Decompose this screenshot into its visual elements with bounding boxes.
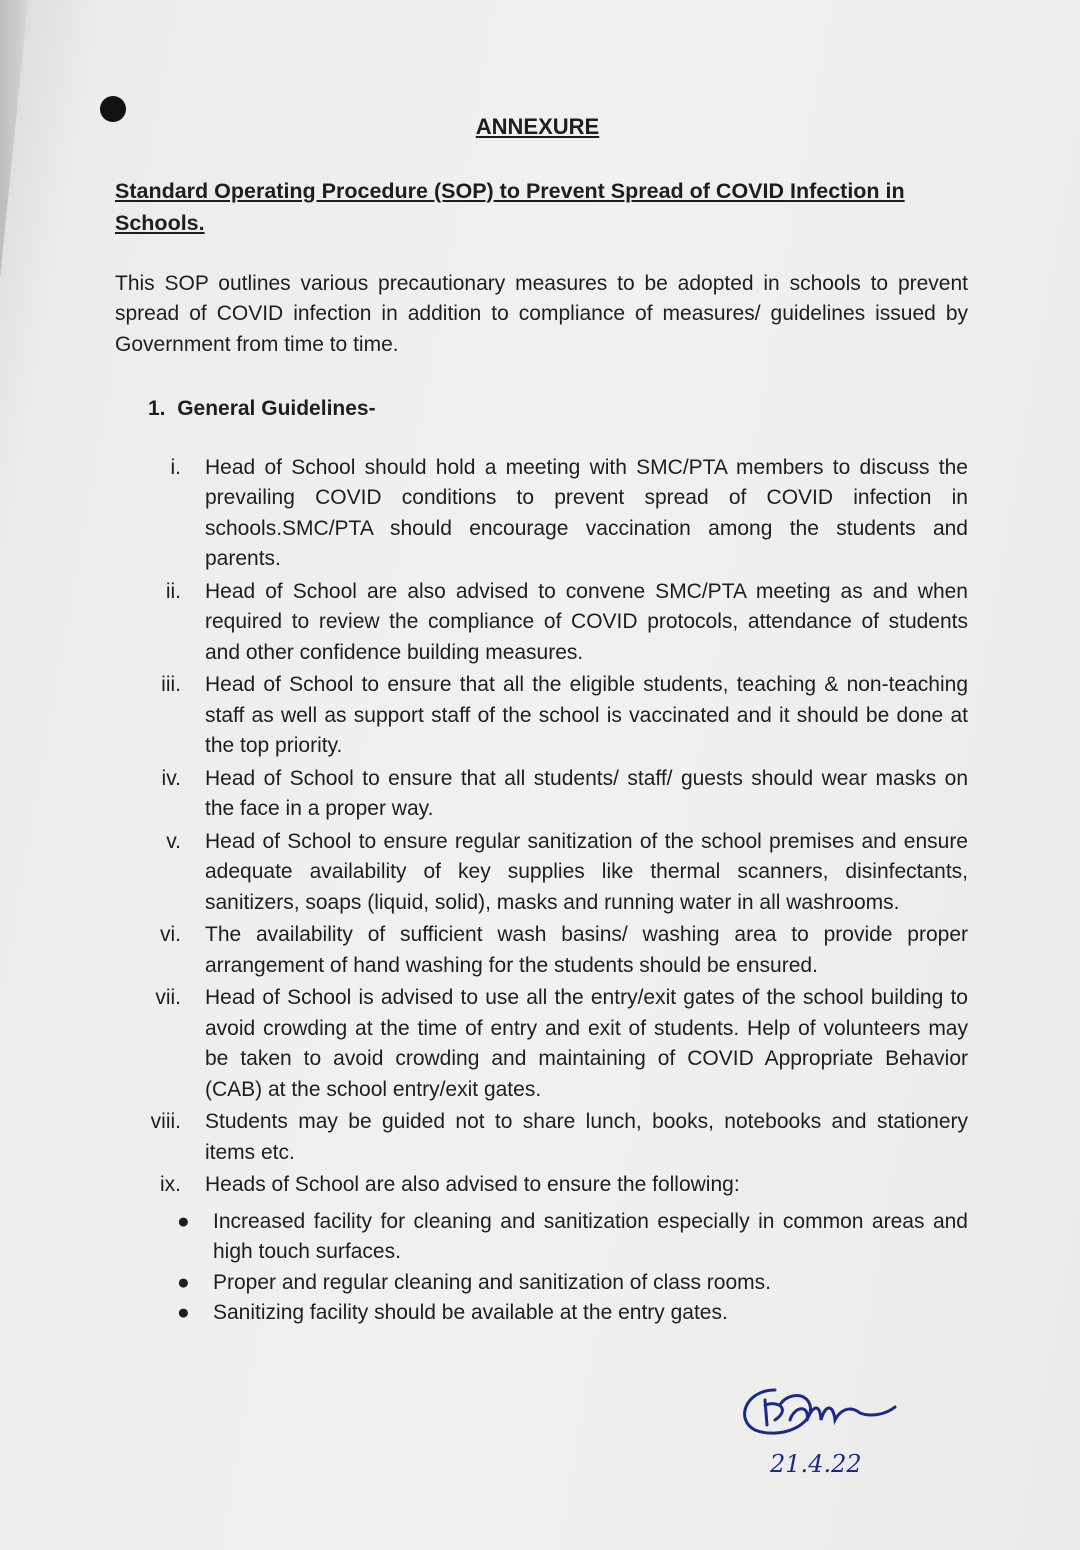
item-number: vi. — [160, 923, 181, 946]
item-text: Head of School is advised to use all the entry/exit gates of the school building to avoid crowding at the time of entry and exit of students. Help of volunteers may be taken to avoid crowding and maintaining of COVID Appropriate Behavior (CAB) at the school entry/exit gates. — [205, 986, 968, 1101]
item-text: Students may be guided not to share lunch, books, notebooks and stationery items etc. — [205, 1110, 968, 1164]
item-number: iii. — [161, 673, 181, 696]
bullet-item — [177, 1298, 968, 1329]
item-number: v. — [166, 829, 181, 853]
guideline-item — [115, 827, 968, 919]
bullet-text: Proper and regular cleaning and sanitization of class rooms. — [213, 1270, 771, 1294]
page-edge-shadow — [0, 0, 40, 1550]
item-text: Head of School to ensure regular sanitization of the school premises and ensure adequate availability of key supplies like thermal scanners, disinfectants, sanitizers, soaps (liquid, solid), masks and running water in all washrooms. — [205, 829, 968, 914]
intro-paragraph: This SOP outlines various precautionary measures to be adopted in schools to prevent spread of COVID infection in addition to compliance of measures/ guidelines issued by Government from time to time. — [115, 271, 968, 356]
section-title: General Guidelines- — [177, 397, 376, 420]
item-number: ii. — [165, 579, 181, 603]
section-number: 1. — [148, 397, 166, 420]
item-number: ix. — [160, 1173, 181, 1196]
item-text: Head of School are also advised to convene SMC/PTA meeting as and when required to review the compliance of COVID protocols, attendance of students and other confidence building measures. — [205, 579, 968, 664]
guideline-item — [115, 764, 968, 825]
bullet-icon: ● — [177, 1301, 190, 1324]
item-number: vii. — [155, 986, 181, 1009]
item-number: iv. — [161, 766, 181, 790]
item-text: The availability of sufficient wash basins/ washing area to provide proper arrangement of hand washing for the students should be ensured. — [205, 923, 968, 977]
bullet-text: Sanitizing facility should be available at the entry gates. — [213, 1301, 728, 1324]
item-number: i. — [170, 455, 181, 479]
item-text: Heads of School are also advised to ensure the following: — [205, 1173, 740, 1196]
sub-bullet-list — [177, 1207, 968, 1329]
annexure-heading: ANNEXURE — [475, 114, 600, 139]
guideline-item — [115, 1170, 968, 1329]
bullet-text: Increased facility for cleaning and sanitization especially in common areas and high touch surfaces. — [213, 1209, 968, 1263]
bullet-item — [177, 1268, 968, 1299]
guideline-item — [115, 920, 968, 981]
item-text: Head of School to ensure that all students/ staff/ guests should wear masks on the face in a proper way. — [205, 766, 968, 820]
item-number: viii. — [150, 1110, 181, 1133]
guideline-item — [115, 577, 968, 669]
bullet-icon: ● — [177, 1209, 190, 1233]
section-heading — [148, 394, 968, 425]
document-title: Standard Operating Procedure (SOP) to Prevent Spread of COVID Infection in Schools. — [115, 178, 905, 235]
bullet-icon: ● — [177, 1270, 190, 1294]
guideline-item — [115, 983, 968, 1105]
guideline-item — [115, 670, 968, 762]
signature-date: 21.4.22 — [770, 1450, 862, 1478]
item-text: Head of School to ensure that all the eligible students, teaching & non-teaching staff as well as support staff of the school is vaccinated and it should be done at the top priority. — [205, 673, 968, 757]
guidelines-list — [115, 453, 968, 1329]
guideline-item — [115, 453, 968, 575]
guideline-item — [115, 1107, 968, 1168]
item-text: Head of School should hold a meeting with SMC/PTA members to discuss the prevailing COVID conditions to prevent spread of COVID infection in schools.SMC/PTA should encourage vaccination among the students and parents. — [205, 455, 968, 570]
bullet-item — [177, 1207, 968, 1268]
document-page — [115, 112, 968, 1331]
